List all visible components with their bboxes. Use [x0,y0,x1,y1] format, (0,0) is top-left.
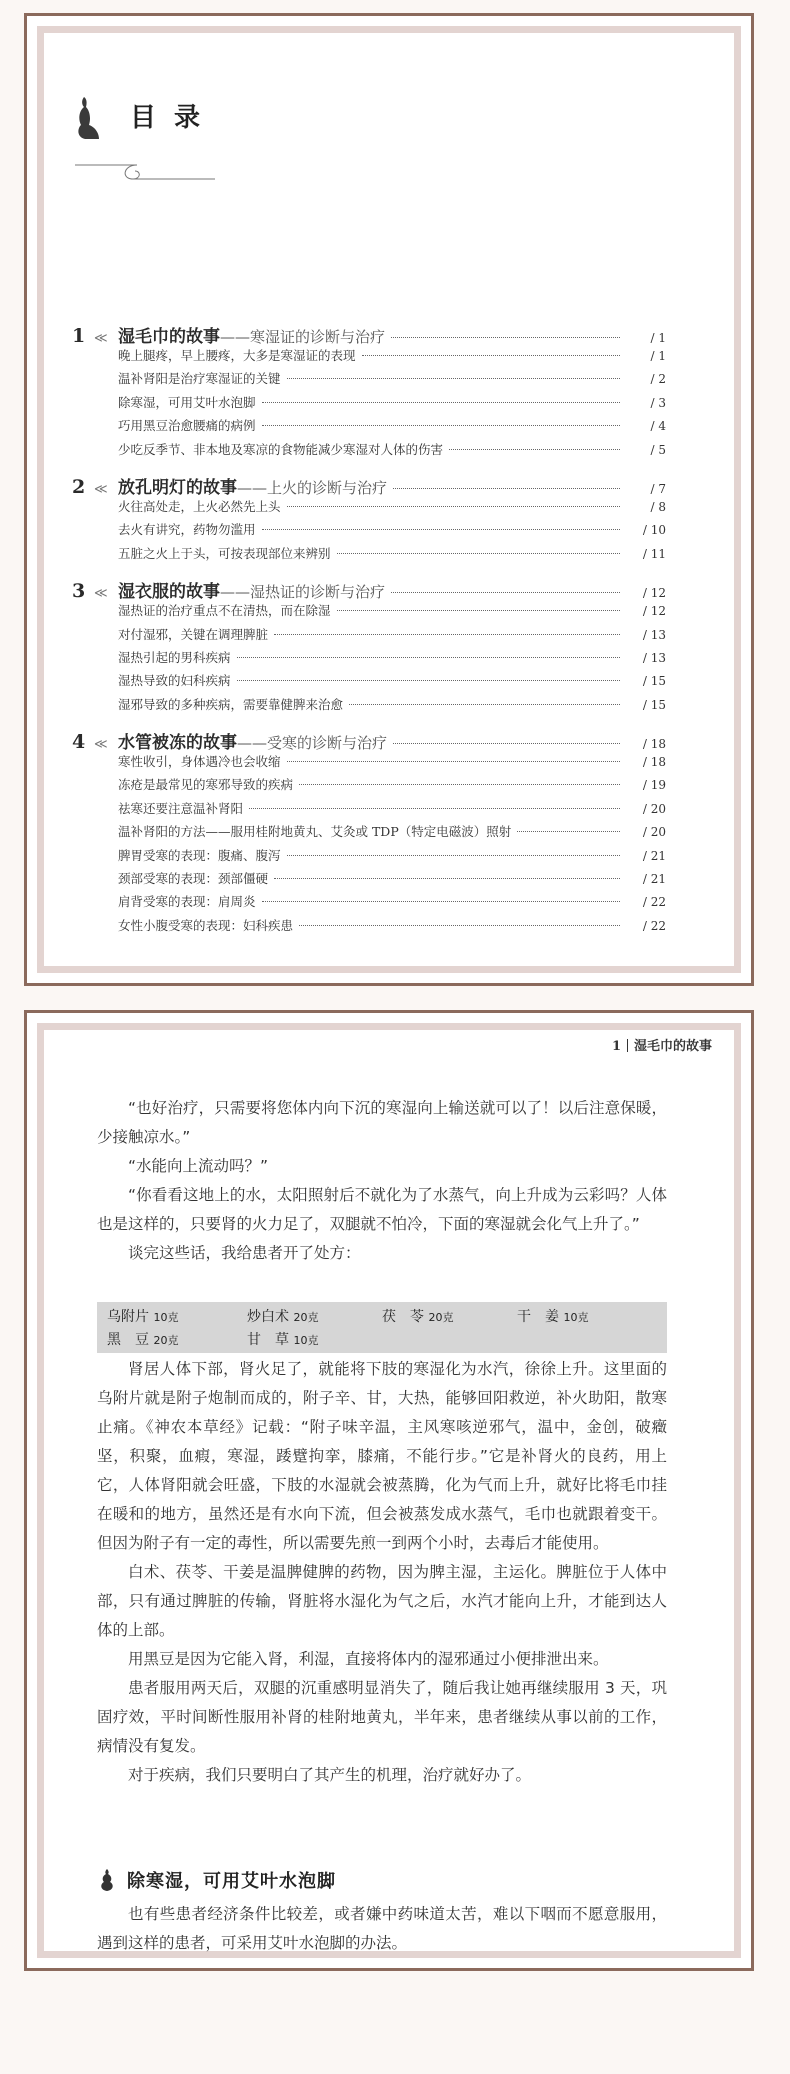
toc-section-row[interactable] [72,601,666,624]
page-number: / 10 [642,523,666,538]
prescription-item [247,1306,318,1326]
toc-section-row[interactable] [72,671,666,694]
chapter-mark-icon: ≪ [94,737,108,753]
page-number: / 1 [650,331,666,345]
section-title: 温补肾阳是治疗寒湿证的关键 [118,371,281,387]
section-heading [97,1865,667,1895]
prescription-item [107,1306,178,1326]
herb-amount: 20克 [153,1334,179,1347]
paragraph: “水能向上流动吗？” [128,1157,269,1175]
section-title: 祛寒还要注意温补肾阳 [118,800,244,816]
toc-section-row[interactable] [72,369,666,392]
dot-leader [393,488,620,489]
section-title: 湿热引起的男科疾病 [118,649,231,665]
paragraph: 对于疾病，我们只要明白了其产生的机理，治疗就好办了。 [128,1766,532,1784]
chapter-subtitle: ——上火的诊断与治疗 [237,478,388,497]
chapter-number: 1 [72,325,86,347]
prescription-item [247,1329,318,1349]
paragraph: 白术、茯苓、干姜是温脾健脾的药物，因为脾主湿，主运化。脾脏位于人体中部，只有通过脾脏的传输，肾脏将水湿化为气之后，水汽才能向上升，才能到达人体的上部。 [97,1563,667,1639]
section-title: 晚上腿疼，早上腰疼，大多是寒湿证的表现 [118,348,356,363]
chapter-title: 湿衣服的故事 [118,582,220,603]
cloud-scroll-ornament [75,157,215,187]
toc-chapter-row[interactable] [72,577,666,601]
dot-leader [449,449,620,450]
dot-leader [349,704,620,705]
section-title: 湿热证的治疗重点不在清热，而在除湿 [118,603,331,619]
prescription-box [97,1302,667,1353]
dot-leader [274,634,620,635]
toc-section-row[interactable] [72,752,666,775]
dot-leader [299,925,620,926]
section-title: 湿邪导致的多种疾病，需要靠健脾来治愈 [118,696,344,712]
toc-section-row[interactable] [72,695,666,718]
page-number: / 13 [642,627,666,642]
toc-section-row[interactable] [72,648,666,671]
chapter-number: 3 [72,580,86,603]
dot-leader [262,425,620,426]
toc-chapter-row[interactable] [72,728,666,752]
page-number: / 21 [642,848,666,863]
page-number: / 20 [642,801,666,816]
dot-leader [391,337,620,338]
toc-section-row[interactable] [72,846,666,869]
dot-leader [262,402,620,403]
section-title: 肩背受寒的表现：肩周炎 [118,894,256,910]
page-number: / 5 [650,442,666,457]
chapter-mark-icon: ≪ [94,331,108,346]
chapter-title: 放孔明灯的故事 [118,477,237,498]
toc-section-row[interactable] [72,416,666,439]
gourd-icon [99,1868,115,1892]
herb-amount: 10克 [563,1311,589,1324]
page-number: / 12 [642,586,666,601]
section-heading-text: 除寒湿，可用艾叶水泡脚 [127,1871,336,1892]
toc-chapter-row[interactable] [72,473,666,497]
page-number: / 15 [642,674,666,689]
body-text-bottom [97,1900,667,1958]
dot-leader [362,355,620,356]
section-title: 脾胃受寒的表现：腹痛、腹泻 [118,847,281,863]
chapter-number: 4 [72,731,86,754]
running-head [612,1035,712,1054]
section-title: 除寒湿，可用艾叶水泡脚 [118,394,256,410]
section-title: 对付湿邪，关键在调理脾脏 [118,626,269,642]
page-number: / 2 [650,372,666,387]
dot-leader [287,506,620,507]
page-number: / 18 [642,737,666,752]
paragraph: 肾居人体下部，肾火足了，就能将下肢的寒湿化为水汽，徐徐上升。这里面的乌附片就是附子炮制而成的，附子辛、甘，大热，能够回阳救逆，补火助阳，散寒止痛。《神农本草经》记载：“附子味辛温，主风寒咳逆邪气，温中，金创，破癥坚，积聚，血瘕，寒湿，踒躄拘挛，膝痛，不能行步。”它是补肾火的良药，用上它，人体肾阳就会旺盛，下肢的水湿就会被蒸腾，化为气而上升，就好比将毛巾挂在暖和的地方，虽然还是有水向下流，但会被蒸发成水蒸气，毛巾也就跟着变干。但因为附子有一定的毒性，所以需要先煎一到两个小时，去毒后才能使用。 [97,1360,667,1552]
prescription-item [382,1306,453,1326]
page-number: / 22 [642,918,666,933]
section-title: 女性小腹受寒的表现：妇科疾患 [118,917,294,933]
toc-section-row[interactable] [72,916,666,939]
section-title: 温补肾阳的方法——服用桂附地黄丸、艾灸或 TDP（特定电磁波）照射 [118,824,512,840]
dot-leader [337,610,620,611]
paragraph: “你看看这地上的水，太阳照射后不就化为了水蒸气，向上升成为云彩吗？人体也是这样的，只要肾的火力足了，双腿就不怕冷，下面的寒湿就会化气上升了。” [97,1186,667,1233]
toc-section-row[interactable] [72,497,666,520]
paragraph: 用黑豆是因为它能入肾，利湿，直接将体内的湿邪通过小便排泄出来。 [128,1650,609,1668]
page-number: / 20 [642,825,666,840]
page-number: / 3 [650,395,666,410]
chapter-subtitle: ——受寒的诊断与治疗 [237,734,388,753]
page-number: / 11 [642,546,666,561]
herb-amount: 10克 [293,1334,319,1347]
herb-name: 乌附片 [107,1309,149,1325]
page-number: / 4 [650,419,666,434]
toc-title: 目录 [130,103,219,133]
chapter-number: 2 [72,475,86,498]
toc-section-row[interactable] [72,346,666,369]
dot-leader [287,855,620,856]
dot-leader [391,592,620,593]
page-number: / 13 [642,650,666,665]
page-number: / 19 [642,778,666,793]
chapter-subtitle: ——湿热证的诊断与治疗 [220,583,386,602]
body-text-top [97,1094,667,1268]
chapter-mark-icon: ≪ [94,586,108,602]
page-number: / 7 [650,481,666,496]
dot-leader [299,784,620,785]
paragraph: 谈完这些话，我给患者开了处方： [128,1244,361,1262]
running-head-chapter-title: 湿毛巾的故事 [633,1039,712,1054]
page-number: / 12 [642,604,666,619]
page-number: / 15 [642,697,666,712]
toc-section-row[interactable] [72,799,666,822]
section-title: 湿热导致的妇科疾病 [118,673,231,689]
gourd-icon [75,95,101,141]
toc-chapter-row[interactable] [72,322,666,346]
dot-leader [287,378,620,379]
dot-leader [393,743,620,744]
herb-amount: 10克 [153,1311,179,1324]
herb-amount: 20克 [428,1311,454,1324]
toc-section-row[interactable] [72,393,666,416]
toc-section-row[interactable] [72,775,666,798]
section-title: 寒性收引，身体遇冷也会收缩 [118,754,281,770]
page-number: / 21 [642,872,666,887]
chapter-mark-icon: ≪ [94,481,108,497]
paragraph: 也有些患者经济条件比较差，或者嫌中药味道太苦，难以下咽而不愿意服用，遇到这样的患者，可采用艾叶水泡脚的办法。 [97,1905,667,1952]
toc-section-row[interactable] [72,440,666,463]
page-number: / 8 [650,499,666,514]
section-title: 少吃反季节、非本地及寒凉的食物能减少寒湿对人体的伤害 [118,441,444,457]
herb-name: 炒白术 [247,1309,289,1325]
prescription-item [517,1306,588,1326]
dot-leader [262,529,620,530]
page-number: / 1 [650,349,666,363]
toc-section-row[interactable] [72,520,666,543]
dot-leader [237,680,620,681]
dot-leader [517,831,620,832]
section-title: 五脏之火上于头，可按表现部位来辨别 [118,545,331,561]
dot-leader [249,808,620,809]
dot-leader [237,657,620,658]
toc-section-row[interactable] [72,822,666,845]
herb-name: 茯 苓 [382,1309,424,1325]
paragraph: “也好治疗，只需要将您体内向下沉的寒湿向上输送就可以了！以后注意保暖，少接触凉水。” [97,1099,667,1146]
dot-leader [274,878,620,879]
toc-section-row[interactable] [72,625,666,648]
running-head-divider [627,1039,628,1052]
herb-name: 甘 草 [247,1332,289,1348]
running-head-chapter-number: 1 [611,1039,621,1054]
section-title: 火往高处走，上火必然先上头 [118,498,281,514]
section-title: 巧用黑豆治愈腰痛的病例 [118,418,256,434]
herb-name: 干 姜 [517,1309,559,1325]
body-text-middle [97,1355,667,1790]
prescription-item [107,1329,178,1349]
dot-leader [337,553,620,554]
toc-section-row[interactable] [72,892,666,915]
dot-leader [262,901,620,902]
section-title: 冻疮是最常见的寒邪导致的疾病 [118,777,294,793]
toc-header [75,95,275,205]
herb-name: 黑 豆 [107,1332,149,1348]
dot-leader [287,761,620,762]
herb-amount: 20克 [293,1311,319,1324]
section-title: 去火有讲究，药物勿滥用 [118,522,256,538]
chapter-title: 水管被冻的故事 [118,733,237,754]
chapter-title: 湿毛巾的故事 [118,327,220,347]
paragraph: 患者服用两天后，双腿的沉重感明显消失了，随后我让她再继续服用 3 天，巩固疗效，平时间断性服用补肾的桂附地黄丸，半年来，患者继续从事以前的工作，病情没有复发。 [97,1679,667,1755]
section-title: 颈部受寒的表现：颈部僵硬 [118,871,269,887]
page-number: / 18 [642,755,666,770]
toc-list [72,322,666,939]
toc-section-row[interactable] [72,869,666,892]
toc-section-row[interactable] [72,544,666,567]
chapter-subtitle: ——寒湿证的诊断与治疗 [220,328,386,346]
page-number: / 22 [642,895,666,910]
